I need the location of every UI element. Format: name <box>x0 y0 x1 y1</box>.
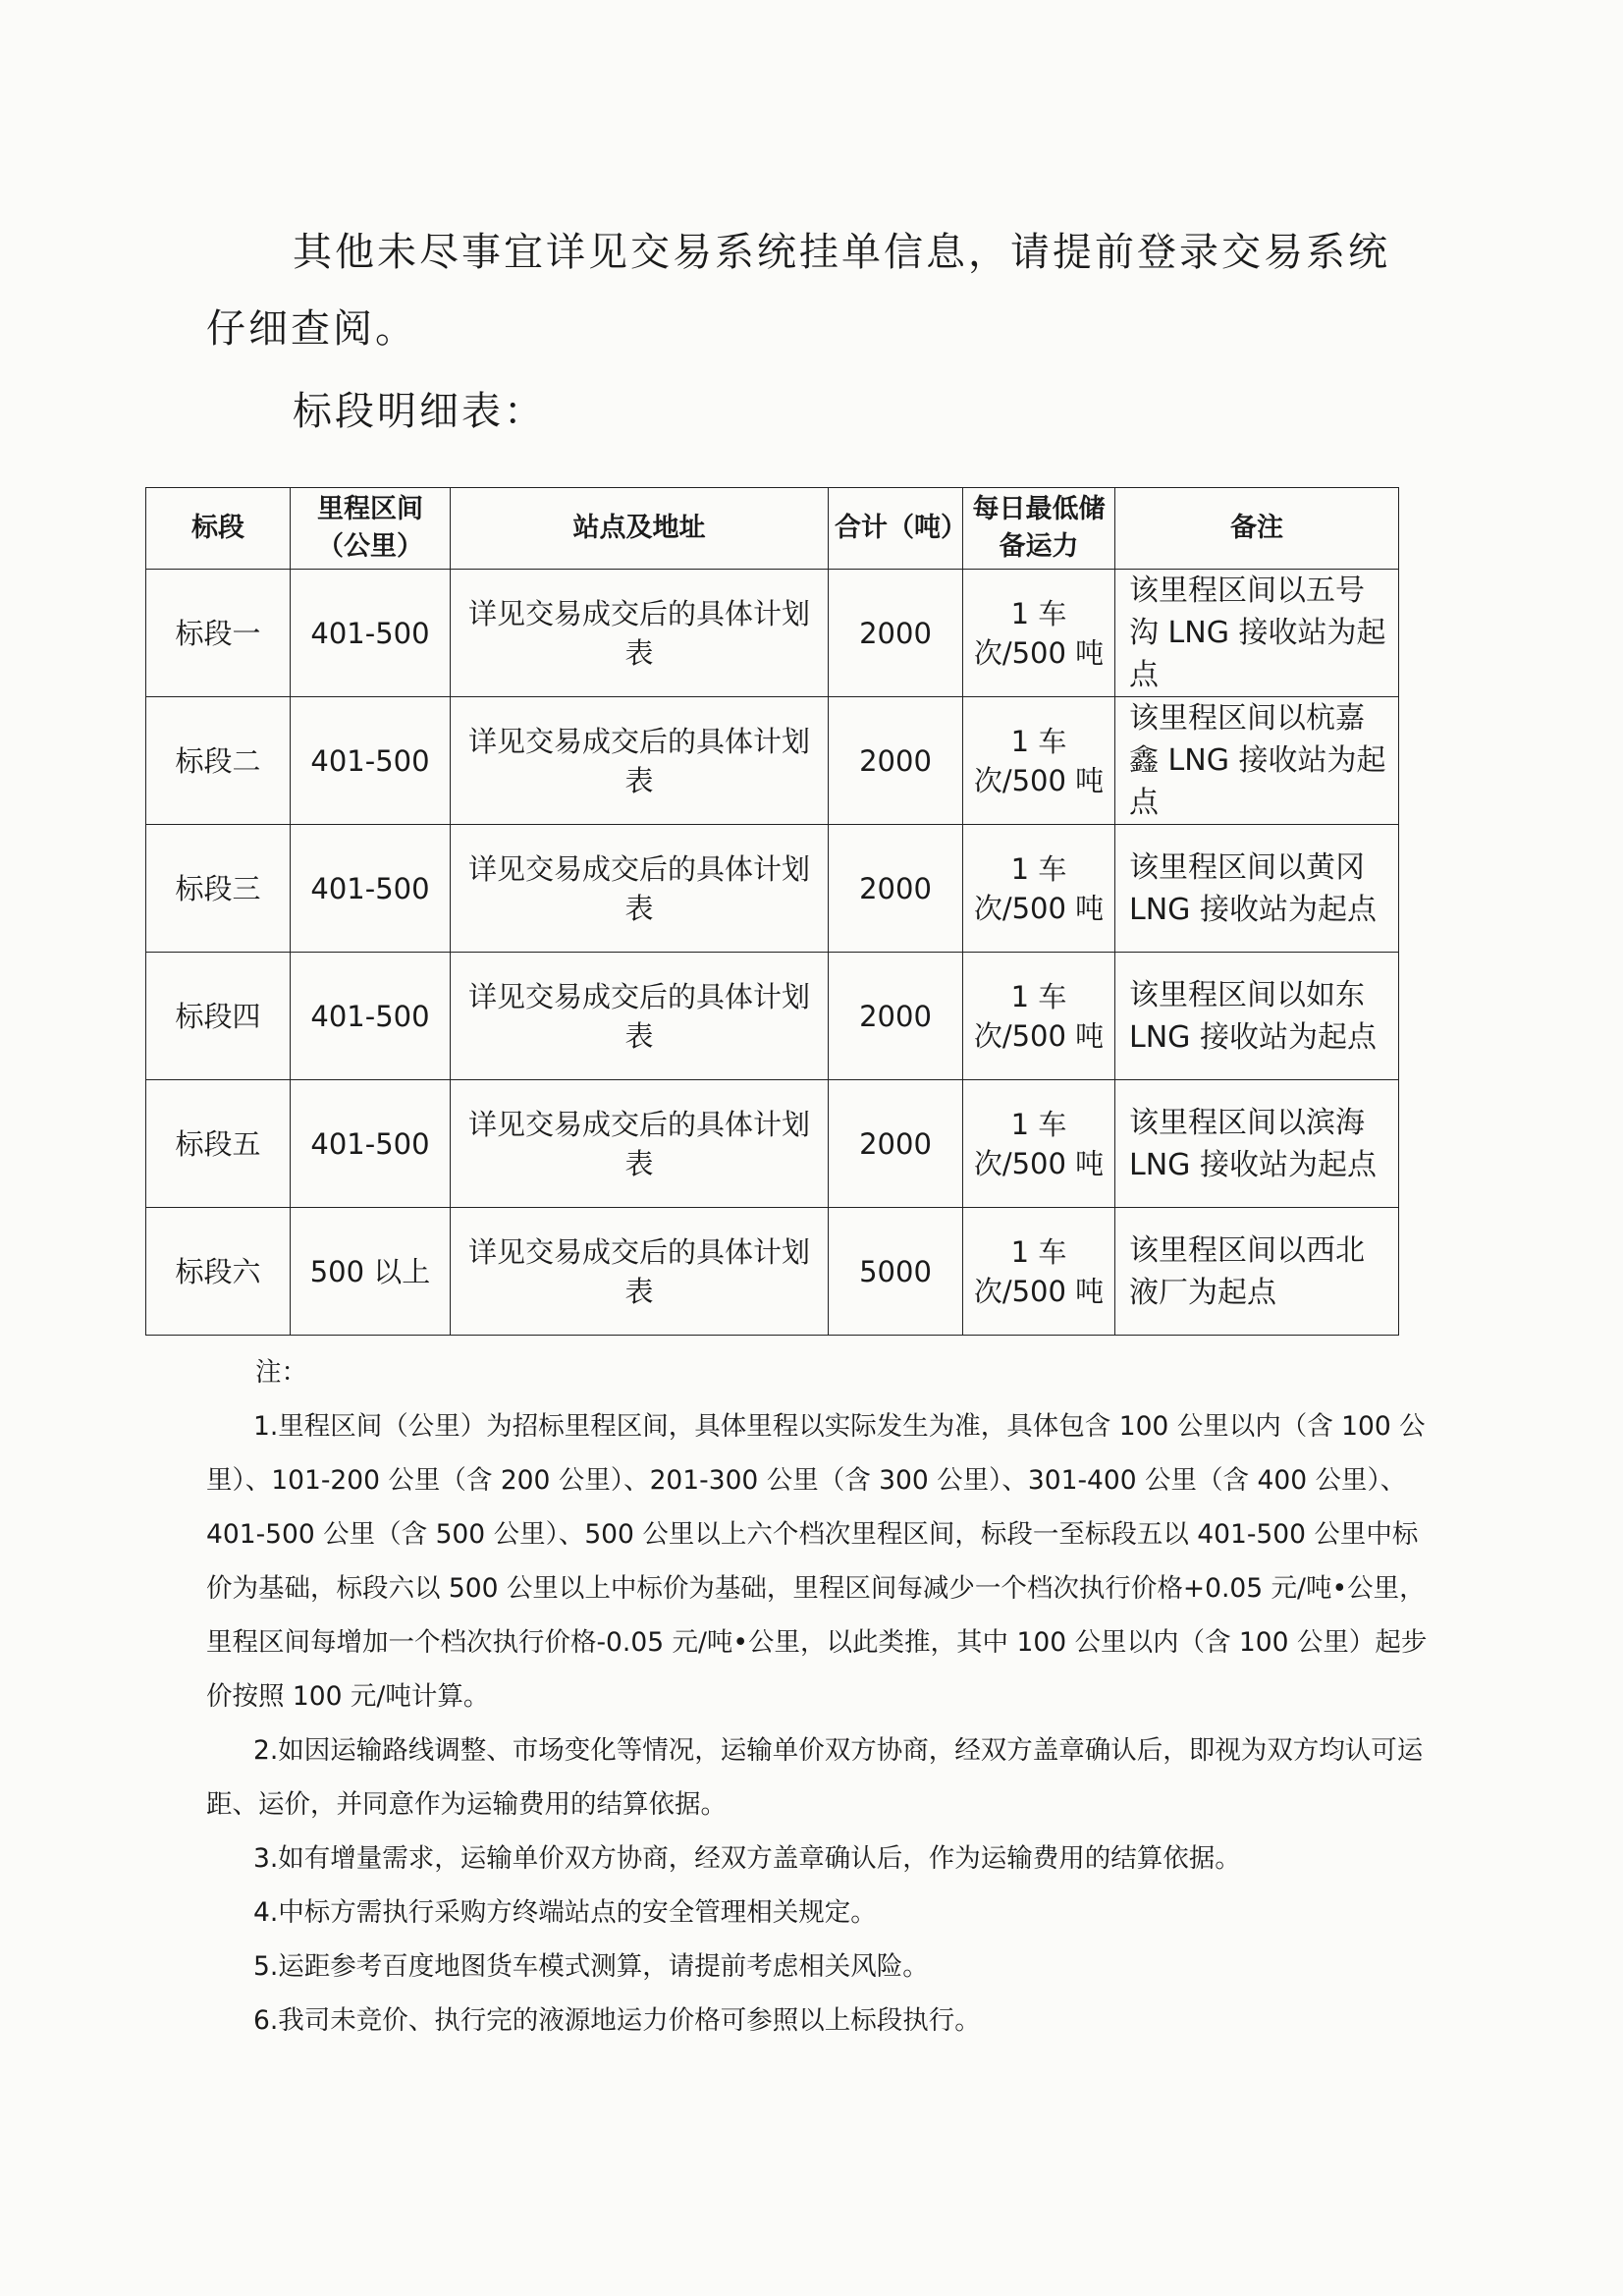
note-item: 2.如因运输路线调整、市场变化等情况，运输单价双方协商，经双方盖章确认后，即视为双方均认可运距、运价，并同意作为运输费用的结算依据。 <box>206 1735 1424 1820</box>
station-cell: 详见交易成交后的具体计划表 <box>451 953 829 1080</box>
notes-section <box>206 1345 1443 2048</box>
mileage-cell: 401-500 <box>291 570 451 697</box>
note-item: 3.如有增量需求，运输单价双方协商，经双方盖章确认后，作为运输费用的结算依据。 <box>253 1843 1241 1874</box>
mileage-cell: 401-500 <box>291 697 451 825</box>
table-row <box>146 1208 1399 1336</box>
header-cell: 里程区间（公里） <box>291 488 451 570</box>
mileage-cell: 401-500 <box>291 825 451 953</box>
section-cell: 标段六 <box>146 1208 291 1336</box>
station-cell: 详见交易成交后的具体计划表 <box>451 570 829 697</box>
total-cell: 2000 <box>829 953 963 1080</box>
capacity-cell: 1 车次/500 吨 <box>963 1208 1115 1336</box>
header-cell: 标段 <box>146 488 291 570</box>
table-row <box>146 1080 1399 1208</box>
capacity-cell: 1 车次/500 吨 <box>963 953 1115 1080</box>
section-cell: 标段四 <box>146 953 291 1080</box>
remark-cell: 该里程区间以黄冈 LNG 接收站为起点 <box>1115 825 1399 953</box>
section-cell: 标段一 <box>146 570 291 697</box>
station-cell: 详见交易成交后的具体计划表 <box>451 825 829 953</box>
remark-cell: 该里程区间以五号沟 LNG 接收站为起点 <box>1115 570 1399 697</box>
station-cell: 详见交易成交后的具体计划表 <box>451 697 829 825</box>
table-caption: 标段明细表： <box>293 389 546 434</box>
table-row <box>146 570 1399 697</box>
header-cell: 每日最低储备运力 <box>963 488 1115 570</box>
header-cell: 备注 <box>1115 488 1399 570</box>
note-item: 5.运距参考百度地图货车模式测算，请提前考虑相关风险。 <box>253 1951 929 1982</box>
station-cell: 详见交易成交后的具体计划表 <box>451 1080 829 1208</box>
total-cell: 2000 <box>829 570 963 697</box>
notes-label: 注： <box>255 1357 307 1388</box>
section-cell: 标段三 <box>146 825 291 953</box>
table-header-row <box>146 488 1399 570</box>
mileage-cell: 401-500 <box>291 953 451 1080</box>
remark-cell: 该里程区间以如东 LNG 接收站为起点 <box>1115 953 1399 1080</box>
total-cell: 2000 <box>829 1080 963 1208</box>
capacity-cell: 1 车次/500 吨 <box>963 825 1115 953</box>
section-cell: 标段五 <box>146 1080 291 1208</box>
total-cell: 2000 <box>829 825 963 953</box>
note-item: 6.我司未竞价、执行完的液源地运力价格可参照以上标段执行。 <box>253 2005 981 2036</box>
mileage-cell: 401-500 <box>291 1080 451 1208</box>
remark-cell: 该里程区间以杭嘉鑫 LNG 接收站为起点 <box>1115 697 1399 825</box>
capacity-cell: 1 车次/500 吨 <box>963 1080 1115 1208</box>
section-cell: 标段二 <box>146 697 291 825</box>
section-detail-table <box>145 487 1399 1336</box>
note-item: 4.中标方需执行采购方终端站点的安全管理相关规定。 <box>253 1897 877 1928</box>
intro-paragraph: 其他未尽事宜详见交易系统挂单信息，请提前登录交易系统仔细查阅。 <box>206 230 1390 352</box>
total-cell: 2000 <box>829 697 963 825</box>
header-cell: 站点及地址 <box>451 488 829 570</box>
capacity-cell: 1 车次/500 吨 <box>963 570 1115 697</box>
station-cell: 详见交易成交后的具体计划表 <box>451 1208 829 1336</box>
total-cell: 5000 <box>829 1208 963 1336</box>
remark-cell: 该里程区间以西北液厂为起点 <box>1115 1208 1399 1336</box>
table-row <box>146 697 1399 825</box>
table-row <box>146 825 1399 953</box>
remark-cell: 该里程区间以滨海 LNG 接收站为起点 <box>1115 1080 1399 1208</box>
capacity-cell: 1 车次/500 吨 <box>963 697 1115 825</box>
mileage-cell: 500 以上 <box>291 1208 451 1336</box>
table-row <box>146 953 1399 1080</box>
header-cell: 合计（吨） <box>829 488 963 570</box>
note-item: 1.里程区间（公里）为招标里程区间，具体里程以实际发生为准，具体包含 100 公里以内（含 100 公里）、101-200 公里（含 200 公里）、201-300 公里（含 300 公里）、301-400 公里（含 400 公里）、401-500 公里（含 500 公里）、500 公里以上六个档次里程区间，标段一至标段五以 401-500 公里中标价为基础，标段六以 500 公里以上中标价为基础，里程区间每减少一个档次执行价格+0.05 元/吨•公里，里程区间每增加一个档次执行价格-0.05 元/吨•公里，以此类推，其中 100 公里以内（含 100 公里）起步价按照 100 元/吨计算。 <box>206 1411 1428 1712</box>
